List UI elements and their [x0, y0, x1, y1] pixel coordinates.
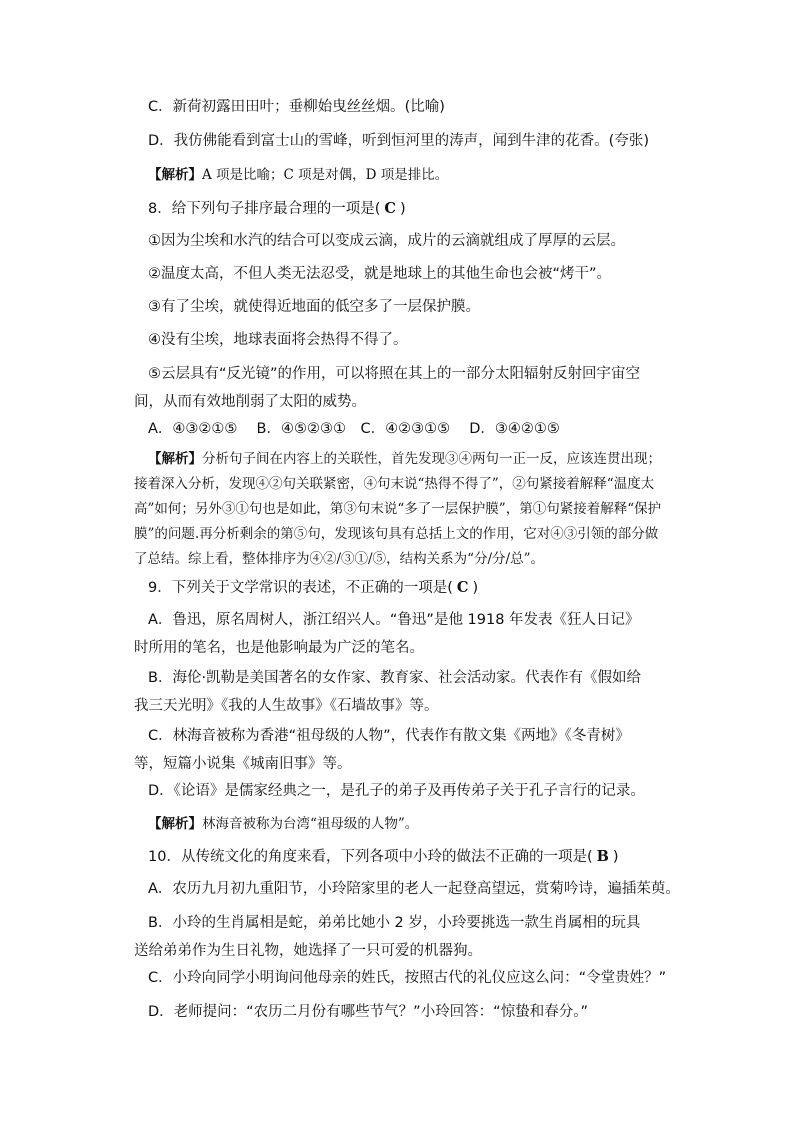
q8-analysis: [134, 447, 662, 572]
q8-stem: [148, 199, 406, 219]
q9-stem: [148, 578, 478, 598]
q10-option-d: D．老师提问：“农历二月份有哪些节气？”小玲回答：“惊蛰和春分。”: [148, 1004, 588, 1020]
q9-option-c: C．林海音被称为香港“祖母级的人物”，代表作有散文集《两地》《冬青树》等，短篇小说集《城南旧事》等。: [134, 728, 630, 772]
question-text: 10．从传统文化的角度来看，下列各项中小玲的做法不正确的一项是(: [148, 849, 593, 865]
q9-option-d: D．《论语》是儒家经典之一，是孔子的弟子及再传弟子关于孔子言行的记录。: [148, 783, 645, 799]
q9-option-b: B．海伦·凯勒是美国著名的女作家、教育家、社会活动家。代表作有《假如给我三天光明》《我的人生故事》《石墙故事》等。: [134, 670, 642, 714]
analysis-tag: 【解析】: [148, 167, 202, 183]
q10-option-c: C．小玲向同学小明询问他母亲的姓氏，按照古代的礼仪应这么问：“令堂贵姓？”: [148, 970, 667, 986]
q8-sentence-3: ③有了尘埃，就使得近地面的低空多了一层保护膜。: [148, 299, 480, 315]
q10-option-a: A．农历九月初九重阳节，小玲陪家里的老人一起登高望远，赏菊吟诗，遍插茱萸。: [148, 881, 680, 897]
q10-stem: [148, 847, 619, 867]
q8-options: A．④③②①⑤ B．④⑤②③① C．④②③①⑤ D．③④②①⑤: [148, 421, 560, 437]
question-text: 9．下列关于文学常识的表述，不正确的一项是(: [148, 580, 453, 596]
q9-analysis: [148, 814, 418, 834]
q9-option-a: A．鲁迅，原名周树人，浙江绍兴人。“鲁迅”是他 1918 年发表《狂人日记》时所用的笔名，也是他影响最为广泛的笔名。: [134, 612, 640, 656]
answer-letter: C: [456, 579, 469, 596]
paren-close: ): [472, 580, 479, 596]
analysis-tag: 【解析】: [148, 816, 202, 832]
paren-close: ): [612, 849, 619, 865]
q8-sentence-4: ④没有尘埃，地球表面将会热得不得了。: [148, 332, 408, 348]
paren-close: ): [399, 201, 406, 217]
question-text: 8．给下列句子排序最合理的一项是(: [148, 201, 381, 217]
q8-sentence-5: ⑤云层具有“反光镜”的作用，可以将照在其上的一部分太阳辐射反射回宇宙空间，从而有效地削弱了太阳的威势。: [134, 366, 641, 410]
q7-option-c: C．新荷初露田田叶；垂柳始曳丝丝烟。(比喻): [148, 99, 445, 115]
q7-analysis: [148, 165, 448, 185]
q8-sentence-2: ②温度太高，不但人类无法忍受，就是地球上的其他生命也会被“烤干”。: [148, 266, 612, 282]
answer-letter: B: [596, 848, 609, 865]
answer-letter: C: [384, 200, 396, 217]
q7-option-d: D．我仿佛能看到富士山的雪峰，听到恒河里的涛声，闻到牛津的花香。(夸张): [148, 133, 649, 149]
q8-sentence-1: ①因为尘埃和水汽的结合可以变成云滴，成片的云滴就组成了厚厚的云层。: [148, 233, 625, 249]
q10-option-b: B．小玲的生肖属相是蛇，弟弟比她小 2 岁，小玲要挑选一款生肖属相的玩具送给弟弟作为生日礼物，她选择了一只可爱的机器狗。: [134, 915, 641, 959]
analysis-text: 分析句子间在内容上的关联性，首先发现③④两句一正一反，应该连贯出现；接着深入分析，发现④②句关联紧密，④句末说“热得不得了”，②句紧接着解释“温度太高”如何；另外③①句也是如此，第③句末说“多了一层保护膜”，第①句紧接着解释“保护膜”的问题.再分析剩余的第⑤句，发现该句具有总括上文的作用，它对④③引领的部分做了总结。综上看，整体排序为④②/③①/⑤，结构关系为“分/分/总”。: [134, 451, 662, 567]
analysis-text: A 项是比喻；C 项是对偶，D 项是排比。: [202, 167, 449, 183]
analysis-tag: 【解析】: [148, 451, 202, 467]
analysis-text: 林海音被称为台湾“祖母级的人物”。: [202, 816, 419, 832]
